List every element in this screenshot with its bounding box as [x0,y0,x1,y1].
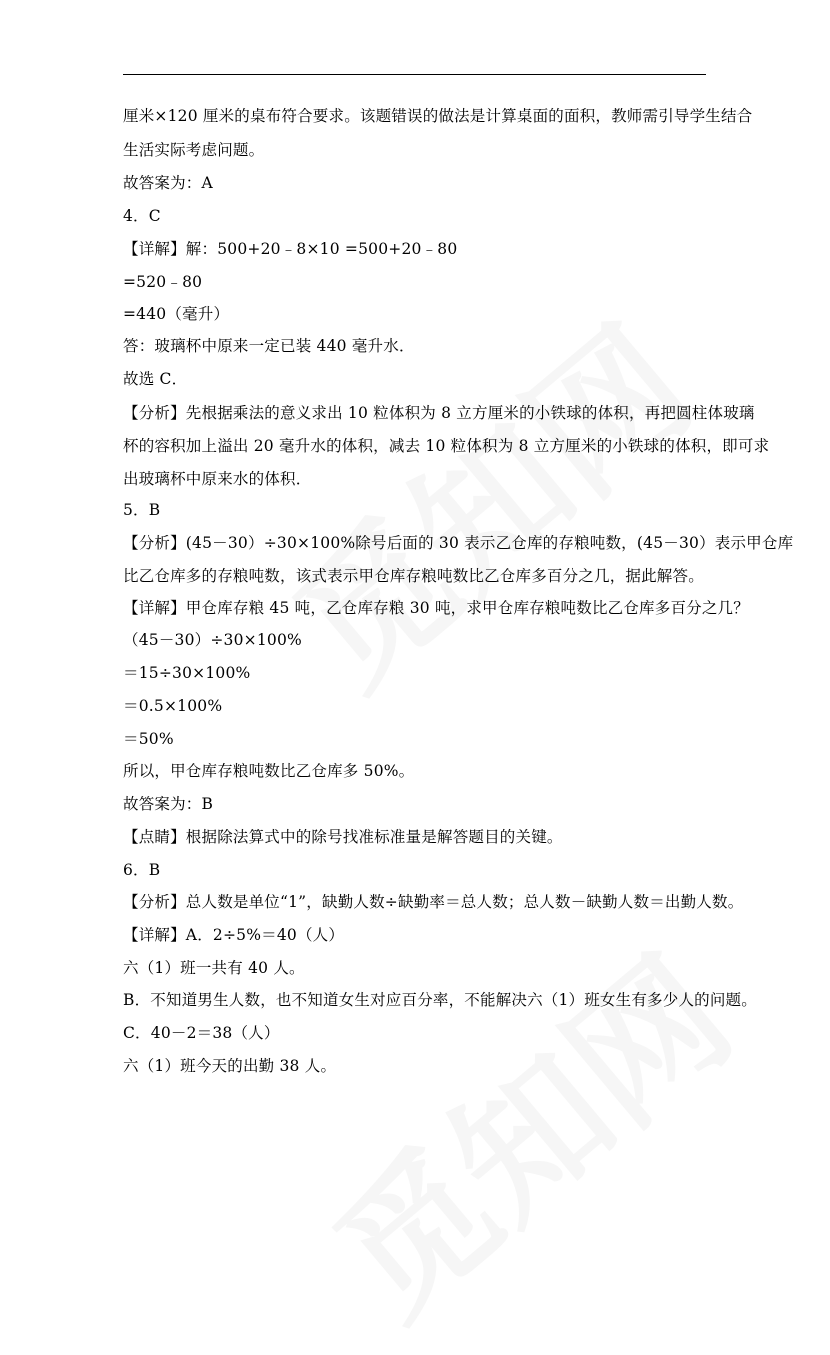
text-line: 六（1）班一共有 40 人。 [123,959,305,977]
text-line: 6．B [123,861,161,879]
text-line: =440（毫升） [123,305,230,323]
text-line: 杯的容积加上溢出 20 毫升水的体积，减去 10 粒体积为 8 立方厘米的小铁球的体积，即可求 [123,437,770,455]
text-line: 【详解】解：500+20﹣8×10 =500+20﹣80 [123,240,458,258]
text-line: 故选 C． [123,370,188,388]
text-line: 【点睛】根据除法算式中的除号找准标准量是解答题目的关键。 [123,828,563,846]
text-line: 【详解】A．2÷5%＝40（人） [123,926,345,944]
text-line: ＝15÷30×100% [123,664,251,682]
text-line: ＝0.5×100% [123,697,223,715]
text-line: 厘米×120 厘米的桌布符合要求。该题错误的做法是计算桌面的面积，教师需引导学生结合 [123,107,753,125]
header-rule [123,74,706,75]
text-line: 答：玻璃杯中原来一定已装 440 毫升水． [123,337,415,355]
text-line: 比乙仓库多的存粮吨数，该式表示甲仓库存粮吨数比乙仓库多百分之几，据此解答。 [123,567,704,585]
text-line: 【详解】甲仓库存粮 45 吨，乙仓库存粮 30 吨，求甲仓库存粮吨数比乙仓库多百分之几？ [123,599,749,617]
text-line: C．40－2＝38（人） [123,1024,280,1042]
text-line: （45－30）÷30×100% [123,631,302,649]
text-line: 【分析】(45－30）÷30×100%除号后面的 30 表示乙仓库的存粮吨数，(45－30）表示甲仓库 [123,534,794,552]
text-line: B．不知道男生人数，也不知道女生对应百分率，不能解决六（1）班女生有多少人的问题。 [123,991,757,1009]
text-line: 生活实际考虑问题。 [123,141,265,159]
text-line: 故答案为：A [123,174,213,192]
text-line: 4．C [123,207,161,225]
text-line: 所以，甲仓库存粮吨数比乙仓库多 50%。 [123,762,415,780]
text-line: 【分析】总人数是单位“1”，缺勤人数÷缺勤率＝总人数；总人数－缺勤人数＝出勤人数。 [123,893,744,911]
text-line: 5．B [123,501,161,519]
text-line: ＝50% [123,730,174,748]
text-line: 故答案为：B [123,795,214,813]
watermark [283,901,767,1355]
text-line: 【分析】先根据乘法的意义求出 10 粒体积为 8 立方厘米的小铁球的体积，再把圆柱体玻璃 [123,404,755,422]
text-line: =520﹣80 [123,273,203,291]
text-line: 六（1）班今天的出勤 38 人。 [123,1057,337,1075]
text-line: 出玻璃杯中原来水的体积． [123,470,312,488]
